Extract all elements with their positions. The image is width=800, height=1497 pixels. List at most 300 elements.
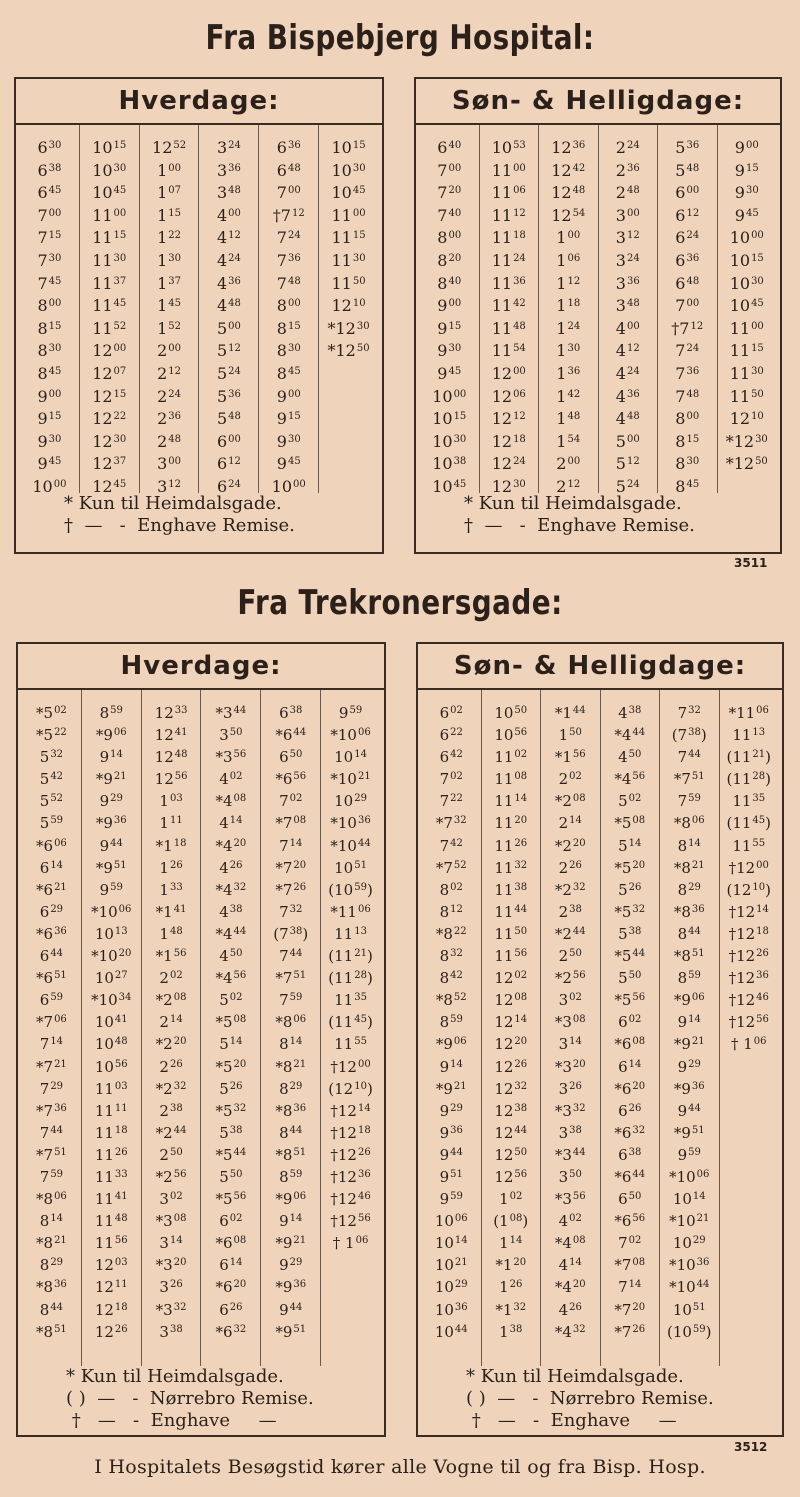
departure-time: $11^{50}$ xyxy=(729,386,764,406)
departure-time: $5^{38}$ xyxy=(618,924,642,943)
departure-time: $11^{44}$ xyxy=(494,902,528,921)
departure-time: $3^{24}$ xyxy=(615,250,640,270)
departure-time: $(12^{10})$ xyxy=(726,880,772,899)
departure-time: $3^{50}$ xyxy=(558,1167,582,1186)
time-column xyxy=(482,690,542,1366)
time-column xyxy=(599,125,659,496)
departure-time: $12^{48}$ xyxy=(154,748,188,767)
departure-time: $12^{44}$ xyxy=(494,1123,528,1142)
departure-time: $*8^{06}$ xyxy=(36,1190,67,1209)
legend xyxy=(418,1366,782,1432)
departure-time: $9^{00}$ xyxy=(734,138,759,157)
departure-time: $6^{00}$ xyxy=(216,431,241,451)
departure-time: $1^{24}$ xyxy=(556,318,581,338)
print-code: 3512 xyxy=(734,1440,768,1454)
departure-time: $1^{52}$ xyxy=(157,318,182,338)
departure-time: $10^{14}$ xyxy=(334,748,367,767)
departure-time: $*4^{56}$ xyxy=(614,770,646,789)
departure-time: $5^{24}$ xyxy=(615,476,640,496)
departure-time: $11^{06}$ xyxy=(491,183,526,203)
departure-time: $\dagger 12^{00}$ xyxy=(330,1057,371,1076)
departure-time: $8^{30}$ xyxy=(37,341,62,361)
departure-time: $12^{45}$ xyxy=(92,476,127,496)
departure-time: $12^{24}$ xyxy=(491,454,526,474)
departure-time: $(11^{28})$ xyxy=(726,770,772,789)
departure-time: $9^{00}$ xyxy=(37,386,62,406)
departure-time: $*1^{56}$ xyxy=(554,748,586,767)
time-column xyxy=(539,125,599,496)
departure-time: $7^{02}$ xyxy=(439,770,463,789)
departure-time: $3^{02}$ xyxy=(159,1190,183,1209)
departure-time: $*12^{50}$ xyxy=(327,341,370,361)
departure-time: $10^{51}$ xyxy=(334,858,367,877)
departure-time: $6^{45}$ xyxy=(37,183,62,203)
departure-time: $8^{12}$ xyxy=(439,902,463,921)
departure-time: $10^{30}$ xyxy=(432,431,467,451)
departure-time: $*6^{44}$ xyxy=(275,726,307,745)
departure-time: $*5^{44}$ xyxy=(614,947,646,966)
departure-time: $*2^{56}$ xyxy=(554,969,586,988)
departure-time: $*4^{20}$ xyxy=(215,836,247,855)
departure-time: $5^{00}$ xyxy=(615,431,640,451)
departure-time: $*1^{32}$ xyxy=(495,1300,527,1319)
departure-time: $8^{59}$ xyxy=(99,704,123,722)
time-column xyxy=(658,125,718,496)
departure-time: $9^{44}$ xyxy=(279,1300,303,1319)
departure-time: $7^{45}$ xyxy=(37,273,62,293)
departure-time: $11^{26}$ xyxy=(494,836,528,855)
departure-time: $4^{50}$ xyxy=(219,947,243,966)
departure-time: $9^{29}$ xyxy=(279,1256,303,1275)
departure-time: $*9^{36}$ xyxy=(275,1278,307,1297)
departure-time: $*9^{51}$ xyxy=(95,858,127,877)
departure-time: $2^{48}$ xyxy=(157,431,182,451)
departure-time: $12^{03}$ xyxy=(94,1256,128,1275)
panel-heading: Hverdage: xyxy=(18,644,384,690)
departure-time: $9^{14}$ xyxy=(439,1057,463,1076)
departure-time: $3^{02}$ xyxy=(558,991,582,1010)
departure-time: $*7^{26}$ xyxy=(614,1322,646,1341)
departure-time: $7^{59}$ xyxy=(279,991,303,1010)
time-column xyxy=(660,690,720,1366)
departure-time: $11^{35}$ xyxy=(334,991,367,1010)
departure-time: $*9^{21}$ xyxy=(673,1035,705,1054)
departure-time: $*10^{36}$ xyxy=(330,814,371,833)
departure-time: $10^{27}$ xyxy=(94,969,128,988)
time-column xyxy=(199,125,259,496)
departure-time: $7^{29}$ xyxy=(39,1079,64,1098)
time-column xyxy=(140,125,200,496)
time-column xyxy=(321,690,380,1366)
departure-time: $2^{38}$ xyxy=(159,1101,183,1120)
section-title-bispebjerg: Fra Bispebjerg Hospital: xyxy=(205,18,595,58)
departure-time: $11^{18}$ xyxy=(94,1123,128,1142)
departure-time: $2^{50}$ xyxy=(558,947,582,966)
time-column xyxy=(720,690,779,1366)
departure-time: $6^{44}$ xyxy=(39,947,64,966)
departure-time: $(10^{59})$ xyxy=(666,1322,712,1341)
departure-time: $3^{12}$ xyxy=(615,228,640,248)
departure-time: $*5^{22}$ xyxy=(36,726,67,745)
departure-time: $*6^{51}$ xyxy=(36,969,67,988)
departure-time: $10^{14}$ xyxy=(434,1234,468,1253)
departure-time: $10^{38}$ xyxy=(432,454,467,474)
departure-time: $7^{14}$ xyxy=(618,1278,642,1297)
departure-time: $10^{15}$ xyxy=(92,138,127,157)
departure-time: $8^{29}$ xyxy=(39,1256,64,1275)
departure-time: $1^{50}$ xyxy=(558,726,582,745)
departure-time: $12^{00}$ xyxy=(92,341,127,361)
departure-time: $10^{45}$ xyxy=(331,183,366,203)
time-column xyxy=(22,690,82,1366)
departure-time: $7^{02}$ xyxy=(279,792,303,811)
departure-time: $(10^{59})$ xyxy=(328,880,373,899)
departure-time: $*6^{20}$ xyxy=(614,1079,646,1098)
departure-time: $9^{45}$ xyxy=(734,205,759,225)
departure-time: $9^{45}$ xyxy=(37,454,62,474)
departure-time: $6^{30}$ xyxy=(37,138,62,157)
departure-time: $4^{02}$ xyxy=(219,770,243,789)
departure-time: $*8^{51}$ xyxy=(275,1145,307,1164)
departure-time: $11^{33}$ xyxy=(94,1167,128,1186)
departure-time: $11^{42}$ xyxy=(491,296,526,316)
departure-time: $1^{48}$ xyxy=(159,924,183,943)
departure-time: $9^{29}$ xyxy=(677,1057,701,1076)
departure-time: $9^{30}$ xyxy=(734,183,759,203)
departure-time: $*9^{51}$ xyxy=(275,1322,307,1341)
departure-time: $*9^{21}$ xyxy=(275,1234,307,1253)
departure-time: $4^{14}$ xyxy=(558,1256,582,1275)
departure-time: $10^{56}$ xyxy=(494,726,528,745)
departure-time: $2^{50}$ xyxy=(159,1145,183,1164)
departure-time: $11^{38}$ xyxy=(494,880,528,899)
departure-time: $7^{59}$ xyxy=(677,792,701,811)
departure-time: $11^{00}$ xyxy=(331,205,366,225)
departure-time: $*3^{44}$ xyxy=(554,1145,586,1164)
departure-time: $9^{15}$ xyxy=(437,318,462,338)
departure-time: $11^{55}$ xyxy=(334,1035,367,1054)
departure-time: $5^{00}$ xyxy=(216,318,241,338)
departure-time: $\dagger 7^{12}$ xyxy=(671,318,704,338)
departure-time: $11^{50}$ xyxy=(494,924,528,943)
departure-time: $*3^{32}$ xyxy=(554,1101,586,1120)
time-grid xyxy=(18,690,384,1366)
departure-time: $5^{32}$ xyxy=(39,748,64,767)
departure-time: $*7^{32}$ xyxy=(435,814,467,833)
departure-time: $1^{15}$ xyxy=(157,205,182,225)
departure-time: $8^{42}$ xyxy=(439,969,463,988)
departure-time: $12^{38}$ xyxy=(494,1101,528,1120)
departure-time: $2^{38}$ xyxy=(558,902,582,921)
departure-time: $\dagger 12^{56}$ xyxy=(728,1013,769,1032)
legend-line: ( ) — - Nørrebro Remise. xyxy=(66,1388,314,1409)
departure-time: $2^{26}$ xyxy=(159,1057,183,1076)
departure-time: $*9^{21}$ xyxy=(95,770,127,789)
departure-time: $*12^{30}$ xyxy=(725,431,768,451)
departure-time: $*10^{06}$ xyxy=(669,1167,710,1186)
departure-time: $6^{38}$ xyxy=(618,1145,642,1164)
departure-time: $*5^{44}$ xyxy=(215,1145,247,1164)
departure-time: $*1^{18}$ xyxy=(155,836,187,855)
departure-time: $\dagger 7^{12}$ xyxy=(272,205,305,225)
time-grid xyxy=(418,690,782,1366)
departure-time: $9^{30}$ xyxy=(37,431,62,451)
departure-time: $12^{32}$ xyxy=(494,1079,528,1098)
departure-time: $11^{56}$ xyxy=(494,947,528,966)
departure-time: $*2^{44}$ xyxy=(554,924,586,943)
departure-time: $5^{48}$ xyxy=(216,409,241,429)
departure-time: $11^{12}$ xyxy=(491,205,526,225)
departure-time: $*6^{44}$ xyxy=(614,1167,646,1186)
departure-time: $10^{15}$ xyxy=(729,250,764,270)
departure-time: $*8^{21}$ xyxy=(673,858,705,877)
panel-heading: Søn- & Helligdage: xyxy=(418,644,782,690)
departure-time: $7^{44}$ xyxy=(677,748,701,767)
departure-time: $*3^{08}$ xyxy=(554,1013,586,1032)
departure-time: $12^{06}$ xyxy=(491,386,526,406)
departure-time: $8^{15}$ xyxy=(276,318,301,338)
departure-time: $*7^{20}$ xyxy=(614,1300,646,1319)
departure-time: $3^{26}$ xyxy=(159,1278,183,1297)
time-column xyxy=(480,125,540,496)
departure-time: $4^{24}$ xyxy=(615,363,640,383)
departure-time: $4^{02}$ xyxy=(558,1212,582,1231)
departure-time: $1^{07}$ xyxy=(157,183,182,203)
departure-time: $12^{33}$ xyxy=(154,704,188,722)
departure-time: $9^{30}$ xyxy=(437,341,462,361)
departure-time: $8^{00}$ xyxy=(276,296,301,316)
departure-time: $12^{41}$ xyxy=(154,726,188,745)
departure-time: $11^{00}$ xyxy=(729,318,764,338)
departure-time: $4^{48}$ xyxy=(615,409,640,429)
departure-time: $\dagger 12^{18}$ xyxy=(330,1123,371,1142)
departure-time: $4^{26}$ xyxy=(558,1300,582,1319)
departure-time: $10^{30}$ xyxy=(331,160,366,180)
departure-time: $11^{56}$ xyxy=(94,1234,128,1253)
legend-line: * Kun til Heimdalsgade. xyxy=(466,1366,684,1387)
departure-time: $5^{26}$ xyxy=(618,880,642,899)
departure-time: $9^{45}$ xyxy=(276,454,301,474)
departure-time: $4^{00}$ xyxy=(216,205,241,225)
departure-time: $10^{29}$ xyxy=(334,792,367,811)
departure-time: $*9^{06}$ xyxy=(435,1035,467,1054)
departure-time: $1^{30}$ xyxy=(157,250,182,270)
departure-time: $3^{00}$ xyxy=(615,205,640,225)
departure-time: $1^{45}$ xyxy=(157,296,182,316)
departure-time: $5^{52}$ xyxy=(39,792,64,811)
departure-time: $*6^{56}$ xyxy=(614,1212,646,1231)
departure-time: $10^{41}$ xyxy=(94,1013,128,1032)
departure-time: $2^{02}$ xyxy=(159,969,183,988)
departure-time: $1^{06}$ xyxy=(556,250,581,270)
departure-time: $\dagger 12^{36}$ xyxy=(728,969,769,988)
departure-time: $3^{36}$ xyxy=(216,160,241,180)
departure-time: $11^{55}$ xyxy=(732,836,766,855)
legend xyxy=(18,1366,384,1432)
departure-time: $1^{18}$ xyxy=(556,296,581,316)
departure-time: $2^{36}$ xyxy=(157,409,182,429)
departure-time: $*8^{36}$ xyxy=(673,902,705,921)
departure-time: $4^{26}$ xyxy=(219,858,243,877)
departure-time: $7^{00}$ xyxy=(37,205,62,225)
departure-time: $*2^{44}$ xyxy=(155,1123,187,1142)
departure-time: $1^{37}$ xyxy=(157,273,182,293)
departure-time: $7^{00}$ xyxy=(276,183,301,203)
departure-time: $2^{12}$ xyxy=(556,476,581,496)
departure-time: $10^{15}$ xyxy=(331,138,366,157)
departure-time: $*3^{56}$ xyxy=(554,1190,586,1209)
departure-time: $\dagger 12^{46}$ xyxy=(330,1190,371,1209)
departure-time: $7^{14}$ xyxy=(39,1035,64,1054)
departure-time: $8^{14}$ xyxy=(677,836,701,855)
departure-time: $6^{14}$ xyxy=(219,1256,243,1275)
departure-time: $*7^{51}$ xyxy=(36,1145,67,1164)
departure-time: $9^{30}$ xyxy=(276,431,301,451)
departure-time: $7^{59}$ xyxy=(39,1167,64,1186)
departure-time: $*4^{56}$ xyxy=(215,969,247,988)
departure-time: $*9^{06}$ xyxy=(275,1190,307,1209)
departure-time: $10^{30}$ xyxy=(92,160,127,180)
departure-time: $6^{14}$ xyxy=(39,858,64,877)
departure-time: $6^{14}$ xyxy=(618,1057,642,1076)
departure-time: $*10^{44}$ xyxy=(669,1278,710,1297)
departure-time: $12^{36}$ xyxy=(551,138,586,157)
departure-time: $*9^{36}$ xyxy=(95,814,127,833)
departure-time: $5^{36}$ xyxy=(216,386,241,406)
departure-time: $*6^{20}$ xyxy=(215,1278,247,1297)
departure-time: $8^{59}$ xyxy=(677,969,701,988)
departure-time: $7^{42}$ xyxy=(439,836,463,855)
departure-time: $9^{00}$ xyxy=(276,386,301,406)
departure-time: $6^{02}$ xyxy=(219,1212,243,1231)
departure-time: $2^{36}$ xyxy=(615,160,640,180)
departure-time: $*7^{06}$ xyxy=(36,1013,67,1032)
departure-time: $10^{29}$ xyxy=(672,1234,706,1253)
departure-time: $10^{13}$ xyxy=(94,924,128,943)
departure-time: $8^{15}$ xyxy=(37,318,62,338)
departure-time: $7^{48}$ xyxy=(276,273,301,293)
departure-time: $1^{22}$ xyxy=(157,228,182,248)
departure-time: $*5^{32}$ xyxy=(215,1101,247,1120)
departure-time: $12^{18}$ xyxy=(491,431,526,451)
departure-time: $7^{15}$ xyxy=(37,228,62,248)
departure-time: $10^{45}$ xyxy=(729,296,764,316)
departure-time: $9^{15}$ xyxy=(734,160,759,180)
departure-time: $12^{14}$ xyxy=(494,1013,528,1032)
departure-time: $7^{24}$ xyxy=(276,228,301,248)
departure-time: $9^{59}$ xyxy=(99,880,123,899)
departure-time: $8^{45}$ xyxy=(675,476,700,496)
departure-time: $*8^{06}$ xyxy=(275,1013,307,1032)
departure-time: $*11^{06}$ xyxy=(728,704,769,722)
departure-time: $10^{00}$ xyxy=(729,228,764,248)
time-column xyxy=(20,125,80,496)
departure-time: $11^{26}$ xyxy=(94,1145,128,1164)
departure-time: $*1^{44}$ xyxy=(554,704,586,722)
departure-time: $7^{00}$ xyxy=(675,296,700,316)
departure-time: $*3^{08}$ xyxy=(155,1212,187,1231)
departure-time: $*8^{36}$ xyxy=(275,1101,307,1120)
departure-time: $1^{26}$ xyxy=(159,858,183,877)
departure-time: $6^{36}$ xyxy=(675,250,700,270)
departure-time: $3^{26}$ xyxy=(558,1079,582,1098)
departure-time: $\dagger 12^{18}$ xyxy=(728,924,769,943)
departure-time: $2^{26}$ xyxy=(558,858,582,877)
timetable-trekronersgade-sundays xyxy=(416,642,784,1437)
departure-time: $1^{38}$ xyxy=(499,1322,523,1341)
departure-time: $10^{48}$ xyxy=(94,1035,128,1054)
departure-time: $*6^{08}$ xyxy=(614,1035,646,1054)
departure-time: $11^{18}$ xyxy=(491,228,526,248)
departure-time: $7^{32}$ xyxy=(677,704,701,722)
departure-time: $9^{00}$ xyxy=(437,296,462,316)
departure-time: $*9^{06}$ xyxy=(95,726,127,745)
departure-time: $12^{12}$ xyxy=(491,409,526,429)
departure-time: $\dagger 12^{36}$ xyxy=(330,1167,371,1186)
departure-time: $*8^{21}$ xyxy=(275,1057,307,1076)
departure-time: $9^{14}$ xyxy=(99,748,123,767)
panel-heading: Hverdage: xyxy=(16,79,382,125)
departure-time: $10^{50}$ xyxy=(494,704,528,722)
departure-time: $12^{42}$ xyxy=(551,160,586,180)
departure-time: $11^{52}$ xyxy=(92,318,127,338)
departure-time: $*3^{20}$ xyxy=(155,1256,187,1275)
departure-time: $*7^{51}$ xyxy=(673,770,705,789)
departure-time: $4^{14}$ xyxy=(219,814,243,833)
departure-time: $2^{24}$ xyxy=(615,138,640,157)
departure-time: $11^{32}$ xyxy=(494,858,528,877)
departure-time: $1^{36}$ xyxy=(556,363,581,383)
departure-time: $(1^{08})$ xyxy=(493,1212,529,1231)
departure-time: $12^{56}$ xyxy=(494,1167,528,1186)
departure-time: $5^{02}$ xyxy=(219,991,243,1010)
departure-time: $9^{15}$ xyxy=(276,409,301,429)
legend-line: * Kun til Heimdalsgade. xyxy=(464,493,682,514)
departure-time: $*8^{21}$ xyxy=(36,1234,67,1253)
departure-time: $11^{50}$ xyxy=(331,273,366,293)
departure-time: $1^{14}$ xyxy=(499,1234,523,1253)
departure-time: $*3^{56}$ xyxy=(215,748,247,767)
departure-time: $\dagger 12^{26}$ xyxy=(728,947,769,966)
departure-time: $7^{00}$ xyxy=(437,160,462,180)
departure-time: $*5^{56}$ xyxy=(215,1190,247,1209)
departure-time: $3^{12}$ xyxy=(157,476,182,496)
departure-time: $11^{14}$ xyxy=(494,792,528,811)
time-column xyxy=(80,125,140,496)
departure-time: $11^{41}$ xyxy=(94,1190,128,1209)
departure-time: $*9^{06}$ xyxy=(673,991,705,1010)
departure-time: $\dagger 12^{00}$ xyxy=(728,858,769,877)
departure-time: $5^{12}$ xyxy=(216,341,241,361)
departure-time: $12^{08}$ xyxy=(494,991,528,1010)
departure-time: $*6^{32}$ xyxy=(215,1322,247,1341)
departure-time: $6^{48}$ xyxy=(675,273,700,293)
departure-time: $12^{02}$ xyxy=(494,969,528,988)
departure-time: $(11^{28})$ xyxy=(328,969,373,988)
departure-time: $1^{12}$ xyxy=(556,273,581,293)
departure-time: $5^{24}$ xyxy=(216,363,241,383)
departure-time: $6^{24}$ xyxy=(216,476,241,496)
departure-time: $7^{24}$ xyxy=(675,341,700,361)
departure-time: $11^{15}$ xyxy=(729,341,764,361)
departure-time: $8^{45}$ xyxy=(276,363,301,383)
departure-time: $3^{24}$ xyxy=(216,138,241,157)
footer-note: I Hospitalets Besøgstid kører alle Vogne til og fra Bisp. Hosp. xyxy=(94,1456,706,1478)
departure-time: $2^{02}$ xyxy=(558,770,582,789)
departure-time: $11^{35}$ xyxy=(732,792,766,811)
departure-time: $6^{26}$ xyxy=(618,1101,642,1120)
departure-time: $11^{54}$ xyxy=(491,341,526,361)
